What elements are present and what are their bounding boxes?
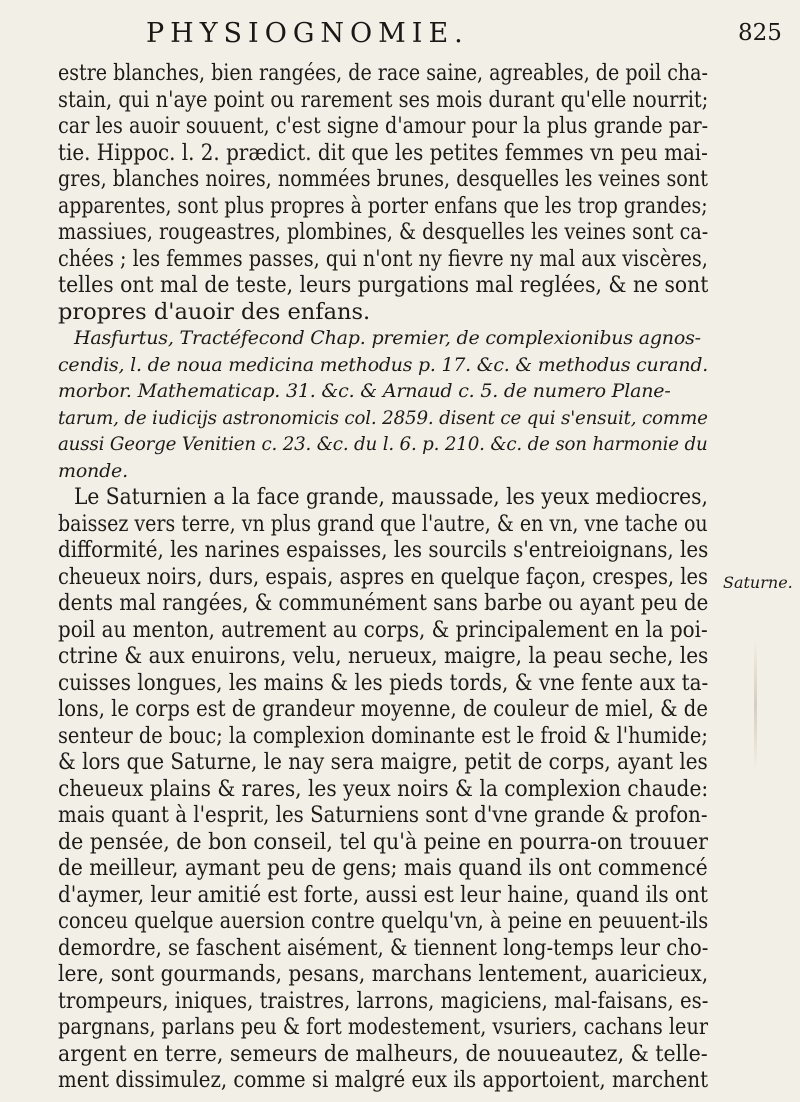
text-line: ctrine & aux enuirons, velu, nerueux, maigre, la peau seche, les bbox=[58, 643, 708, 669]
text-line: poil au menton, autrement au corps, & principalement en la poi- bbox=[58, 616, 708, 643]
text-line: lere, sont gourmands, pesans, marchans lentement, auaricieux, bbox=[58, 961, 708, 987]
text-line: argent en terre, semeurs de malheurs, de nouueautez, & telle- bbox=[58, 1040, 708, 1067]
paper-stain bbox=[754, 640, 757, 770]
text-line: de pensée, de bon conseil, tel qu'à peine en pourra-on trouuer bbox=[58, 828, 708, 855]
text-line: estre blanches, bien rangées, de race saine, agreables, de poil cha- bbox=[58, 60, 708, 86]
text-line: Le Saturnien a la face grande, maussade, les yeux mediocres, bbox=[74, 484, 708, 510]
text-line: cuisses longues, les mains & les pieds tords, & vne fente aux ta- bbox=[58, 669, 708, 696]
body-text bbox=[58, 60, 708, 1094]
text-line: car les auoir souuent, c'est signe d'amour pour la plus grande par- bbox=[58, 113, 708, 139]
running-title: PHYSIOGNOMIE. bbox=[146, 18, 469, 49]
citation-line: cendis, l. de noua medicina methodus p. 17. &c. & methodus curand. bbox=[58, 353, 708, 376]
text-line: difformité, les narines espaisses, les sourcils s'entreioignans, les bbox=[58, 537, 708, 563]
text-line: senteur de bouc; la complexion dominante est le froid & l'humide; bbox=[58, 722, 708, 749]
text-line: pargnans, parlans peu & fort modestement, vsuriers, cachans leur bbox=[58, 1014, 708, 1040]
text-line: telles ont mal de teste, leurs purgations mal reglées, & ne sont bbox=[58, 272, 708, 298]
citation-line: tarum, de iudicijs astronomicis col. 2859. disent ce qui s'ensuit, comme bbox=[58, 406, 708, 429]
text-line: tie. Hippoc. l. 2. prædict. dit que les petites femmes vn peu mai- bbox=[58, 139, 708, 166]
text-line: chées ; les femmes passes, qui n'ont ny fievre ny mal aux viscères, bbox=[58, 245, 708, 272]
citation-line: monde. bbox=[58, 459, 128, 482]
text-line: ment dissimulez, comme si malgré eux ils apportoient, marchent bbox=[58, 1067, 708, 1093]
text-line: cheueux noirs, durs, espais, aspres en quelque façon, crespes, les bbox=[58, 563, 708, 590]
text-line: cheueux plains & rares, les yeux noirs & la complexion chaude: bbox=[58, 775, 708, 802]
margin-note: Saturne. bbox=[723, 573, 793, 592]
text-line: d'aymer, leur amitié est forte, aussi est leur haine, quand ils ont bbox=[58, 881, 708, 908]
text-line: & lors que Saturne, le nay sera maigre, petit de corps, ayant les bbox=[58, 749, 708, 775]
text-line: stain, qui n'aye point ou rarement ses mois durant qu'elle nourrit; bbox=[58, 86, 708, 113]
text-line: dents mal rangées, & communément sans barbe ou ayant peu de bbox=[58, 590, 708, 616]
page-header bbox=[0, 18, 800, 58]
text-line: lons, le corps est de grandeur moyenne, de couleur de miel, & de bbox=[58, 696, 708, 722]
citation-line: Hasfurtus, Tractéfecond Chap. premier, de complexionibus agnos- bbox=[74, 327, 701, 349]
text-line: conceu quelque auersion contre quelqu'vn, à peine en peuuent-ils bbox=[58, 908, 708, 934]
text-line: baissez vers terre, vn plus grand que l'autre, & en vn, vne tache ou bbox=[58, 510, 708, 537]
text-line: gres, blanches noires, nommées brunes, desquelles les veines sont bbox=[58, 166, 708, 192]
page-number: 825 bbox=[738, 20, 782, 46]
citation-line: aussi George Venitien c. 23. &c. du l. 6. p. 210. &c. de son harmonie du bbox=[58, 433, 708, 455]
text-line: trompeurs, iniques, traistres, larrons, magiciens, mal-faisans, es- bbox=[58, 987, 708, 1014]
text-line: demordre, se faschent aisément, & tiennent long-temps leur cho- bbox=[58, 934, 708, 961]
text-line: mais quant à l'esprit, les Saturniens sont d'vne grande & profon- bbox=[58, 802, 708, 828]
text-line: apparentes, sont plus propres à porter enfans que les trop grandes; bbox=[58, 192, 708, 219]
text-line: propres d'auoir des enfans. bbox=[58, 298, 371, 325]
text-line: de meilleur, aymant peu de gens; mais quand ils ont commencé bbox=[58, 855, 708, 881]
citation-line: morbor. Mathematicap. 31. &c. & Arnaud c. 5. de numero Plane- bbox=[58, 380, 671, 402]
text-line: massiues, rougeastres, plombines, & desquelles les veines sont ca- bbox=[58, 219, 708, 245]
